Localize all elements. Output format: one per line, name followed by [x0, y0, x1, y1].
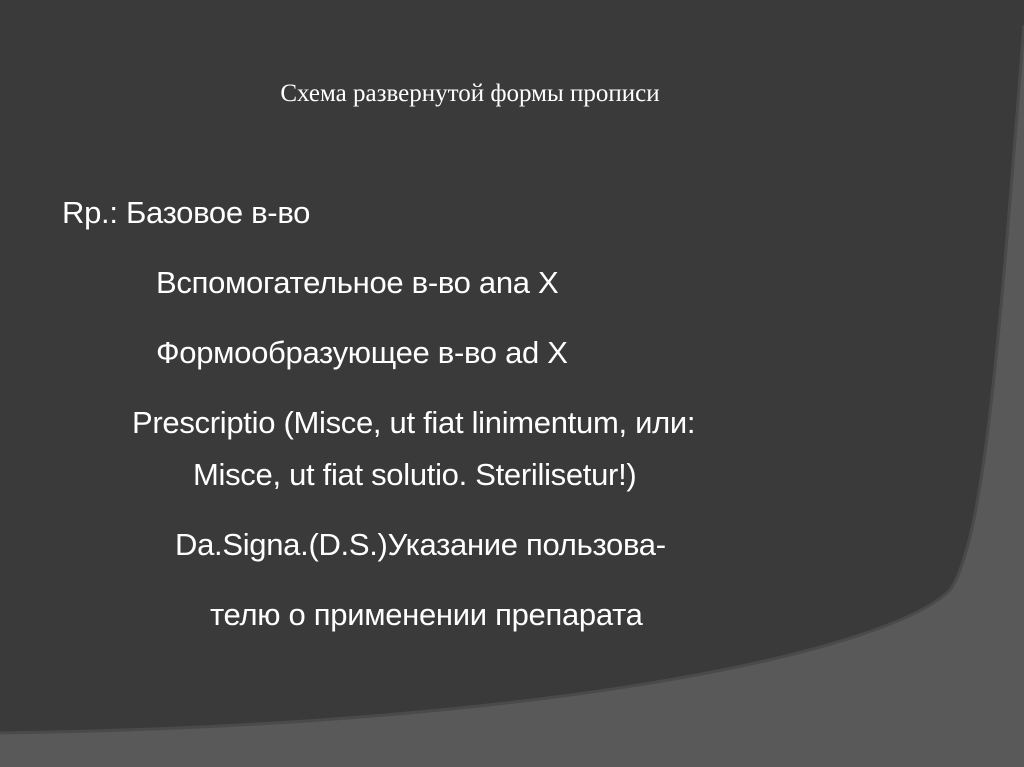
- text-line-5: Misce, ut fiat solutio. Sterilisetur!): [193, 457, 637, 492]
- text-line-1: Rp.: Базовое в-во: [62, 195, 311, 230]
- slide-title: Схема развернутой формы прописи: [280, 80, 660, 107]
- text-line-2: Вспомогательное в-во ana X: [156, 265, 559, 300]
- text-line-3: Формообразующее в-во ad X: [156, 335, 568, 370]
- text-line-4: Prescriptio (Misce, ut fiat linimentum, или:: [132, 405, 696, 440]
- text-line-7: телю о применении препарата: [210, 597, 643, 632]
- text-line-6: Da.Signa.(D.S.)Указание пользова-: [175, 527, 666, 562]
